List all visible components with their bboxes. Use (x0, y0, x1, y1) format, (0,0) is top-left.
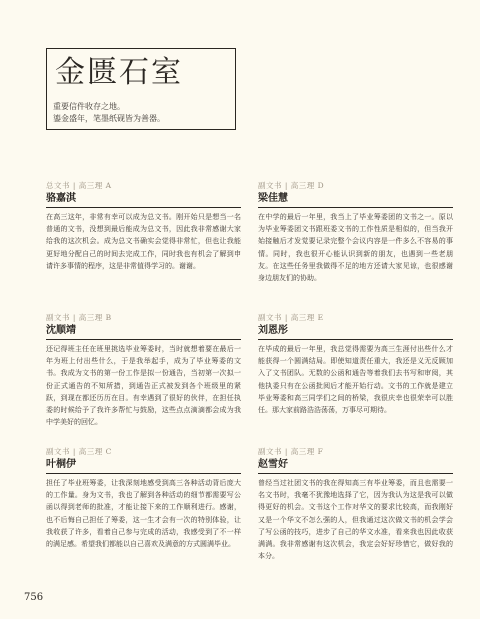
subtitle-line-2: 鎏金盛年，笔墨纸砚皆为善器。 (53, 114, 165, 123)
entry-role-class: 副文书 | 高三理 D (258, 181, 325, 190)
entry-role-class: 副文书 | 高三理 C (46, 447, 112, 456)
entry-card (46, 180, 241, 272)
entry-name: 刘恩彤 (258, 324, 453, 340)
entry-body: 曾经当过社团文书的我在得知高三有毕业筹委，而且也需要一名文书时，我毫不犹豫地选择了它，因为我认为这是我可以做得更好的机会。文书这个工作对华文的要求比较高，而我刚好又是一个华文不怎么强的人，但我通过这次做文书的机会学会了写公函的技巧，进步了自己的华文水准，看来我也因此收获满满。我非常感谢有这次机会，我定会好好珍惜它，做好我的本分。 (258, 479, 453, 561)
subtitle-line-1: 重要信件收存之地。 (53, 102, 125, 111)
entry-card (46, 312, 241, 428)
entry-role-class: 总文书 | 高三理 A (46, 181, 112, 190)
entry-name: 叶桐伊 (46, 458, 241, 474)
page-number: 756 (24, 592, 44, 603)
entry-role-class: 副文书 | 高三理 B (46, 313, 112, 322)
entry-body: 还记得班主任在班里挑选毕业筹委时，当时就想着要在最后一年为班上付出些什么，于是我举起手，成为了毕业筹委的文书。我成为文书的第一份工作是拟一份通告，当初第一次拟一份正式通告的不知所措，到通告正式被发到各个班级里的紧跃，到现在都还历历在目。有幸遇到了很好的伙伴，在担任执委的时候给予了我许多帮忙与鼓励，这些点点滴滴都会成为我中学美好的回忆。 (46, 345, 241, 427)
entry-card (258, 312, 453, 416)
entry-role-class: 副文书 | 高三理 E (258, 313, 324, 322)
title-box (46, 48, 236, 130)
entry-name: 骆嘉淇 (46, 192, 241, 208)
entry-body: 担任了毕业班筹委，让我深刻地感受到高三各种活动背后庞大的工作量。身为文书，我也了解到各种活动的细节都需要写公函以得到老师的批准，才能让接下来的工作顺利进行。感谢，也不后悔自己担任了筹委，这一生才会有一次的特别体验，让我收获了许多，看着自己参与完成的活动，我感受到了不一样的满足感。希望我们都能以自己喜欢及满意的方式圆满毕业。 (46, 479, 241, 549)
entry-body: 在中学的最后一年里，我当上了毕业筹委团的文书之一。原以为毕业筹委团文书跟班委文书的工作性质是相似的，但当我开始接触后才发觉要记录完整个会议内容是一件多么不容易的事情。同时，我也很开心能认识到新的朋友，也遇到一些老朋友。在这些任务里我做得不足的地方还请大家见谅，也很感谢身边朋友们的协助。 (258, 213, 453, 283)
entry-body: 在高三这年，非常有幸可以成为总文书。刚开始只是想当一名普通的文书，没想到最后能成为总文书，因此我非常感谢大家给我的这次机会。成为总文书确实会觉得非常忙，但也让我能更好地分配自己的时间去完成工作，同时我也有机会了解到申请许多事情的程序，这是非常值得学习的。谢谢。 (46, 213, 241, 270)
page-title: 金匮石室 (55, 55, 183, 90)
entry-name: 沈顺靖 (46, 324, 241, 340)
entry-role-class: 副文书 | 高三理 F (258, 447, 324, 456)
entry-card (258, 180, 453, 284)
entry-card (46, 446, 241, 550)
entry-name: 赵雪好 (258, 458, 453, 474)
entry-body: 在毕成的最后一年里，我总觉得需要为高三生涯付出些什么才能获得一个圆满结局。即使知道责任重大，我还是义无反顾加入了文书团队。无数的公函和通告等着我们去书写和审阅，其他执委只有在公函批阅后才能开始行动。文书的工作就是建立毕业筹委和高三同学们之间的桥梁，我很庆幸也很荣幸可以胜任。那大家前路浩浩荡荡，万事尽可期待。 (258, 345, 453, 415)
entry-name: 梁佳慧 (258, 192, 453, 208)
page-subtitle (53, 101, 165, 125)
entry-card (258, 446, 453, 562)
